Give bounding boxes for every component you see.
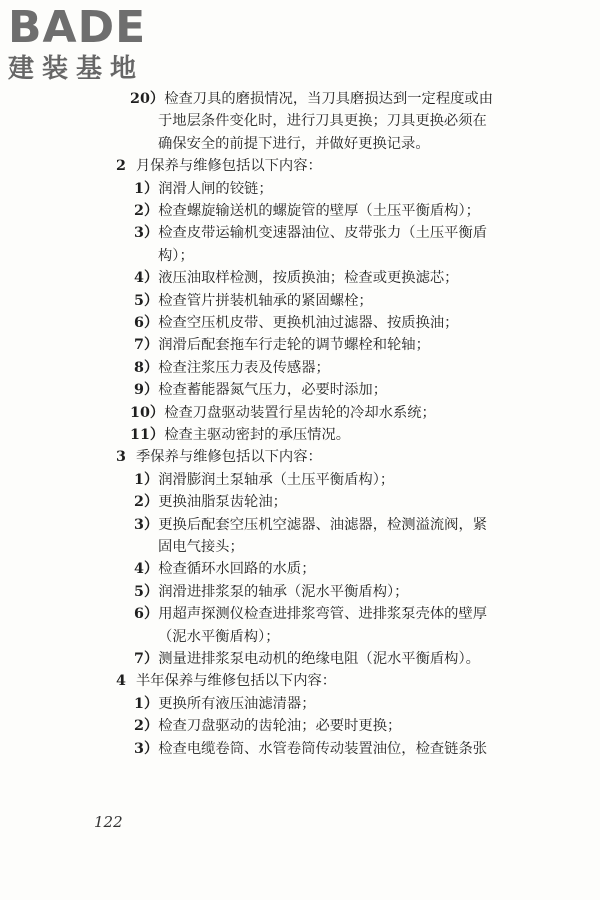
item-number: 1） [134,180,159,197]
item-text: 月保养与维修包括以下内容： [135,158,322,175]
list-item [130,402,436,424]
item-text: 半年保养与维修包括以下内容： [135,673,337,690]
list-item [134,693,316,715]
list-item-continuation [158,133,430,155]
list-item-continuation [158,245,194,267]
item-text: 检查循环水回路的水质； [158,561,316,578]
item-number: 20） [130,91,165,107]
item-text: 更换后配套空压机空滤器、油滤器，检测溢流阀，紧 [158,516,488,533]
bade-logo [8,2,178,86]
item-number: 9） [134,382,159,399]
item-text: 检查电缆卷筒、水管卷筒传动装置油位，检查链条张 [158,740,488,757]
item-text: 润滑膨润土泵轴承（土压平衡盾构）； [158,471,395,488]
item-number: 4） [134,561,159,578]
item-text: 检查刀盘驱动的齿轮油；必要时更换； [158,718,402,735]
list-item [130,424,350,446]
list-item [130,88,493,110]
item-text: 检查刀盘驱动装置行星齿轮的冷却水系统； [164,404,436,421]
list-item-continuation [158,626,280,648]
list-item [134,334,430,356]
list-item [134,200,480,222]
item-number: 2） [134,203,159,219]
list-item [134,603,487,625]
list-item [134,648,480,670]
item-number: 7） [134,337,159,354]
logo-word: BADE [8,2,147,53]
item-text: 液压油取样检测，按质换油；检查或更换滤芯； [158,270,459,287]
page-number: 122 [94,813,123,831]
item-text: 用超声探测仪检查进排浆弯管、进排浆泵壳体的壁厚 [158,606,488,623]
list-item [134,491,287,513]
item-number: 5） [134,292,159,309]
list-item [134,514,487,536]
item-number: 7） [134,651,159,667]
item-text: 检查螺旋输送机的螺旋管的壁厚（土压平衡盾构）； [158,203,480,219]
item-text: 检查蓄能器氮气压力，必要时添加； [158,382,387,399]
item-number: 2） [134,494,159,511]
logo-subtitle: 建装基地 [8,54,145,84]
list-item [134,558,316,580]
item-text: 固电气接头； [158,539,244,555]
section-heading [116,155,322,177]
list-item [134,222,487,244]
item-text: 确保安全的前提下进行，并做好更换记录。 [158,135,430,152]
item-text: （泥水平衡盾构）； [158,628,280,645]
item-number: 10） [130,404,165,421]
item-number: 1） [134,471,159,488]
item-number: 2） [134,718,159,735]
item-number: 8） [134,359,159,376]
item-number: 1） [134,695,159,712]
section-heading [116,670,336,692]
item-text: 润滑进排浆泵的轴承（泥水平衡盾构）； [158,583,409,600]
item-text: 构）； [158,247,194,264]
item-text: 测量进排浆泵电动机的绝缘电阻（泥水平衡盾构）。 [158,651,480,667]
list-item-continuation [158,110,487,132]
item-text: 检查皮带运输机变速器油位、皮带张力（土压平衡盾 [158,225,488,242]
item-text: 检查主驱动密封的承压情况。 [164,427,351,443]
item-text: 润滑后配套拖车行走轮的调节螺栓和轮轴； [158,337,430,354]
list-item [134,738,487,760]
item-text: 润滑人闸的铰链； [158,180,273,197]
item-number: 4 [116,673,126,690]
section-heading [116,446,322,468]
item-number: 5） [134,583,159,600]
item-number: 6） [134,606,159,623]
list-item [134,469,394,491]
item-number: 2 [116,158,126,175]
item-text: 检查刀具的磨损情况，当刀具磨损达到一定程度或由 [164,91,494,107]
list-item [134,290,373,312]
item-text: 检查空压机皮带、更换机油过滤器、按质换油； [158,315,459,331]
list-item [134,715,401,737]
item-number: 3 [116,449,126,466]
item-text: 更换所有液压油滤清器； [158,695,316,712]
item-number: 3） [134,225,159,242]
list-item [134,379,387,401]
item-number: 3） [134,740,159,757]
item-text: 季保养与维修包括以下内容： [135,449,322,466]
list-item [134,312,458,334]
item-text: 检查注浆压力表及传感器； [158,359,330,376]
item-number: 6） [134,315,159,331]
item-number: 11） [130,427,165,443]
item-text: 于地层条件变化时，进行刀具更换；刀具更换必须在 [158,113,487,130]
list-item [134,178,273,200]
list-item-continuation [158,536,244,558]
item-text: 检查管片拼装机轴承的紧固螺栓； [158,292,373,309]
list-item [134,267,458,289]
list-item [134,581,408,603]
list-item [134,357,330,379]
item-number: 3） [134,516,159,533]
item-number: 4） [134,270,159,287]
item-text: 更换油脂泵齿轮油； [158,494,287,511]
